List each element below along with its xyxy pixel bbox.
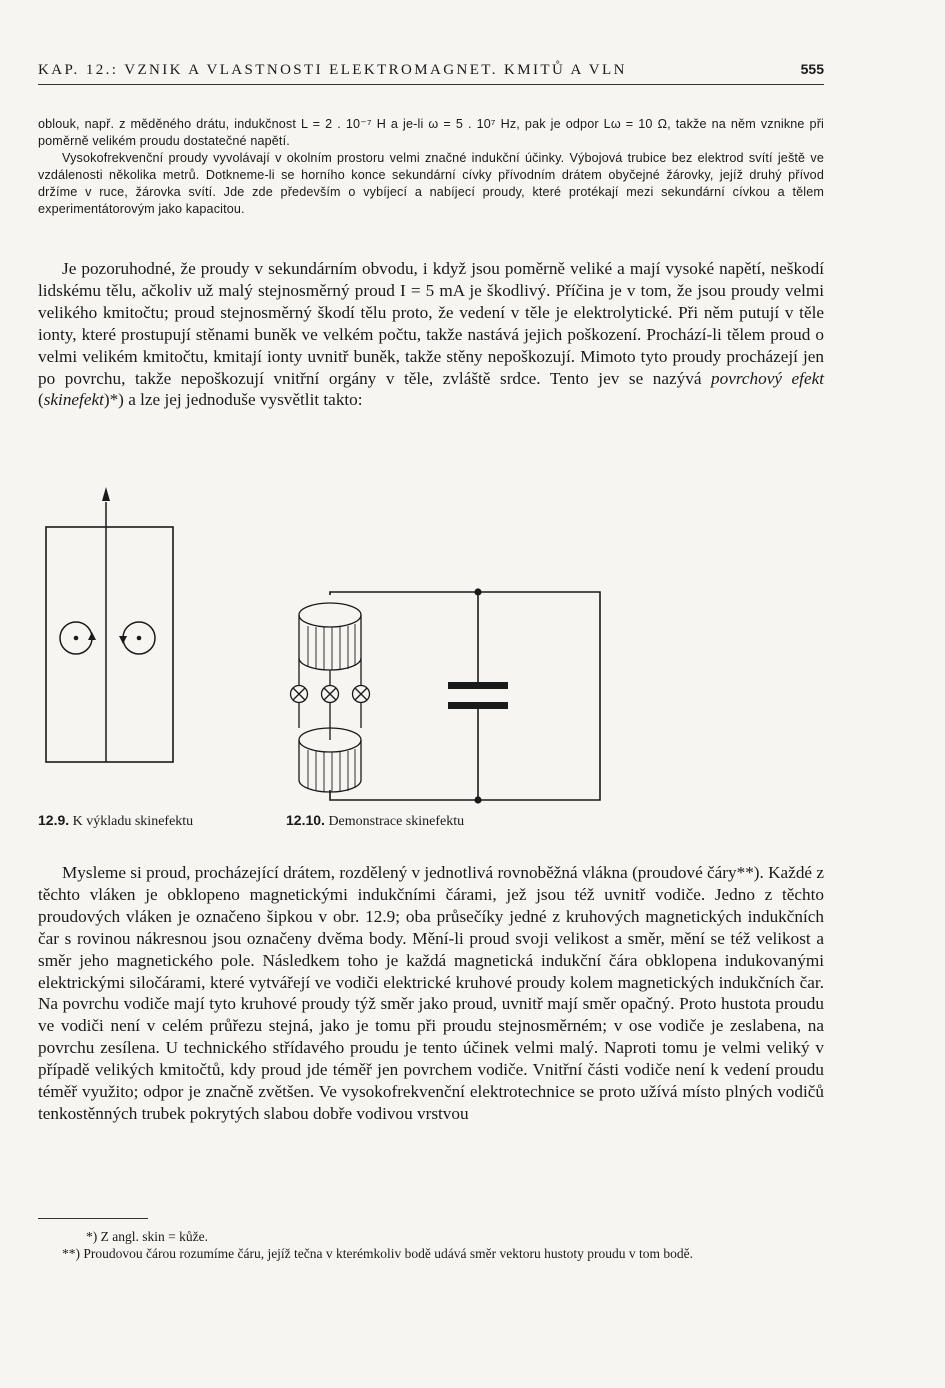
- caption-number: 12.9.: [38, 812, 70, 828]
- field-point-right: [137, 636, 142, 641]
- current-arrow-icon: [102, 487, 110, 501]
- footnote-rule: [38, 1218, 148, 1219]
- body-paragraph-2: [38, 862, 824, 1125]
- figures-svg: [0, 480, 945, 810]
- circulation-arrow-icon: [119, 636, 127, 644]
- caption-text: K výkladu skinefektu: [69, 814, 194, 829]
- capacitor-plate-top: [448, 682, 508, 689]
- running-header: [38, 58, 824, 85]
- junction-dot: [474, 588, 481, 595]
- small-print-paragraph: oblouk, např. z měděného drátu, indukčnost L = 2 . 10⁻⁷ H a je-li ω = 5 . 10⁷ Hz, pak je odpor Lω = 10 Ω, takže na něm vznikne při poměrně velikém proudu dostatečné napětí.: [38, 117, 824, 148]
- figure-12-10-diagram: [291, 588, 601, 803]
- caption-number: 12.10.: [286, 812, 325, 828]
- lamp-icon: [322, 686, 339, 703]
- junction-dot: [474, 796, 481, 803]
- figure-12-9-diagram: [46, 487, 173, 762]
- footnotes: [38, 1228, 824, 1262]
- circulation-arrow-icon: [88, 632, 96, 640]
- paren-open: (: [38, 390, 44, 410]
- lamp-icon: [291, 686, 308, 703]
- term-skin-effect: skinefekt: [43, 390, 104, 410]
- capacitor-plate-bottom: [448, 702, 508, 709]
- footnote-1: *) Z angl. skin = kůže.: [86, 1229, 208, 1244]
- upper-cylinder: [299, 603, 361, 670]
- lamp-icon: [353, 686, 370, 703]
- term-surface-effect: povrchový efekt: [711, 368, 824, 388]
- paragraph-text-start: Je pozoruhodné, že proudy v sekundárním obvodu, i když jsou poměrně veliké a mají vysoké napětí, neškodí lidskému tělu, ačkoliv už malý stejnosměrný proud I = 5 mA je škodlivý. Příčina je v tom, že jsou proudy velmi velikého kmitočtu; proud stejnosměrný škodí tělu proto, že vedení v těle je elektrolytické. Při něm putují v těle ionty, které prostupují stěnami buněk ve velkém počtu, takže nastává jejich poškození. Prochází-li tělem proud o velmi velikém kmitočtu, kmitají ionty uvnitř buněk, takže stěny nepoškozují. Mimoto tyto proudy procházejí jen po povrchu, takže nepoškozují vnitřní orgány v těle, zvláště srdce. Tento jev se nazývá: [38, 259, 824, 388]
- small-print-paragraph: Vysokofrekvenční proudy vyvolávají v okolním prostoru velmi značné indukční účinky. Výbojová trubice bez elektrod svítí ještě ve vzdálenosti několika metrů. Dotkneme-li se horního konce sekundární cívky přívodním drátem obyčejné žárovky, jejíž druhý přívod držíme v ruce, žárovka svítí. Jde zde především o vybíjecí a nabíjecí proudy, které protékají mezi sekundární cívkou a tělem experimentátorovým jako kapacitou.: [38, 151, 824, 216]
- field-point-left: [74, 636, 79, 641]
- circuit-wire: [330, 592, 600, 800]
- footnote-2: **) Proudovou čárou rozumíme čáru, jejíž tečna v kterémkoliv bodě udává směr vektoru hustoty proudu v tom bodě.: [62, 1246, 693, 1261]
- paragraph-text: [38, 258, 824, 411]
- running-title: KAP. 12.: VZNIK A VLASTNOSTI ELEKTROMAGNET. KMITŮ A VLN: [38, 62, 627, 78]
- paragraph-text: Mysleme si proud, procházející drátem, rozdělený v jednotlivá rovnoběžná vlákna (proudové čáry**). Každé z těchto vláken je obklopeno magnetickými indukčními čárami, jež jsou též uvnitř vodiče. Jedno z těchto proudových vláken je označeno šipkou v obr. 12.9; oba průsečíky jedné z kruhových magnetických indukčních čar s rovinou nákresnou jsou označeny dvěma body. Mění-li proud svoji velikost a směr, mění se též velikost a směr jeho magnetického pole. Následkem toho je každá magnetická indukční čára obklopena indukovanými elektrickými siločárami, které vytvářejí ve vodiči elektrické kruhové proudy kolem magnetických indukčních čar. Na povrchu vodiče mají tyto kruhové proudy týž směr jako proud, uvnitř mají směr opačný. Proto hustota proudu ve vodiči není v celém průřezu stejná, jako je tomu při proudu stejnosměrném; v ose vodiče je zeslabena, na povrchu zesílena. U technického střídavého proudu je tento účinek velmi malý. Naproti tomu je velmi veliký v případě velikých kmitočtů, kdy proud jde téměř jen povrchem vodiče. Vnitřní části vodiče není k vedení proudu téměř využito; odpor je značně zvětšen. Ve vysokofrekvenční elektrotechnice se proto užívá místo plných vodičů tenkostěnných trubek pokrytých slabou dobře vodivou vrstvou: [38, 863, 824, 1123]
- page-number: 555: [800, 61, 824, 77]
- figure-12-9-caption: [38, 812, 193, 830]
- caption-text: Demonstrace skinefektu: [324, 814, 465, 829]
- paragraph-text-end: )*) a lze jej jednoduše vysvětlit takto:: [103, 390, 363, 410]
- figure-12-10-caption: [286, 812, 464, 830]
- small-print-block: [38, 116, 824, 218]
- body-paragraph-1: [38, 258, 824, 411]
